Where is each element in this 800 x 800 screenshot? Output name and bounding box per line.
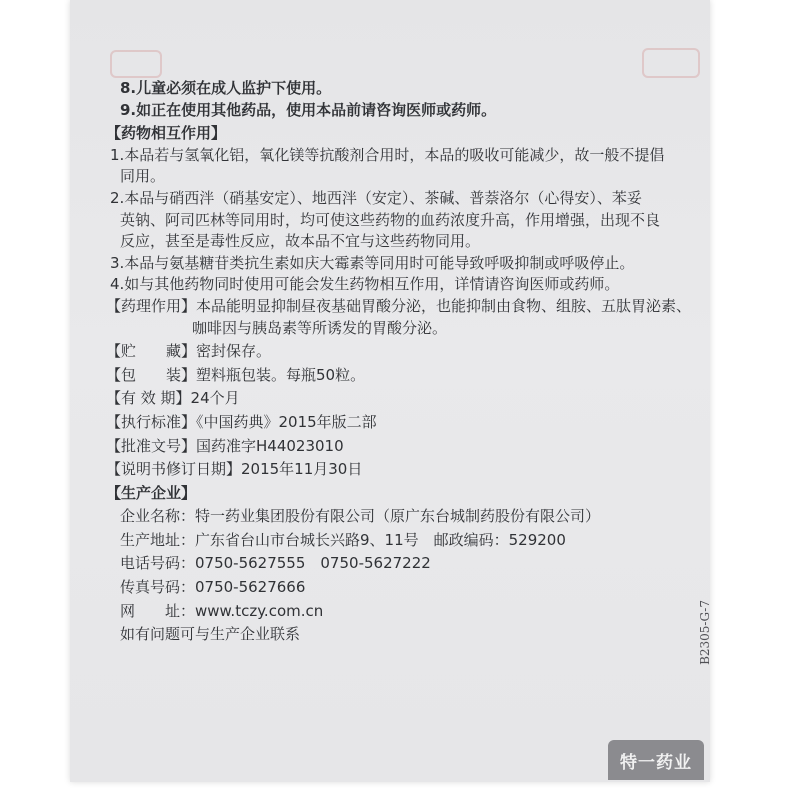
manufacturer-name: 企业名称：特一药业集团股份有限公司（原广东台城制药股份有限公司）: [120, 507, 601, 526]
interaction-1-cont: 同用。: [120, 167, 166, 186]
section-interactions-header: 【药物相互作用】: [106, 124, 227, 143]
section-validity: 【有 效 期】24个月: [106, 389, 240, 408]
interaction-3: 3.本品与氨基糖苷类抗生素如庆大霉素等同用时可能导致呼吸抑制或呼吸停止。: [110, 253, 635, 272]
section-revision-date: 【说明书修订日期】2015年11月30日: [106, 460, 363, 479]
section-standard: 【执行标准】《中国药典》2015年版二部: [106, 412, 377, 431]
section-approval: 【批准文号】国药准字H44023010: [106, 436, 344, 455]
section-package: 【包 装】塑料瓶包装。每瓶50粒。: [106, 365, 366, 384]
interaction-2-cont-1: 英钠、阿司匹林等同用时，均可使这些药物的血药浓度升高，作用增强，出现不良: [120, 210, 661, 229]
leaflet-text: [92, 78, 696, 646]
manufacturer-phone: 电话号码：0750-5627555 0750-5627222: [120, 554, 431, 573]
brand-logo: 特一药业: [608, 740, 704, 780]
interaction-4: 4.如与其他药物同时使用可能会发生药物相互作用，详情请咨询医师或药师。: [110, 275, 620, 294]
contact-note: 如有问题可与生产企业联系: [120, 625, 301, 644]
manufacturer-website: 网 址：www.tczy.com.cn: [120, 601, 324, 620]
section-pharmacology: 【药理作用】本品能明显抑制昼夜基础胃酸分泌，也能抑制由食物、组胺、五肽胃泌素、: [106, 296, 692, 315]
precaution-9: 9.如正在使用其他药品，使用本品前请咨询医师或药师。: [120, 100, 497, 119]
interaction-2-cont-2: 反应，甚至是毒性反应，故本品不宜与这些药物同用。: [120, 232, 481, 251]
stamp-mark-left: [110, 50, 162, 78]
section-pharmacology-cont: 咖啡因与胰岛素等所诱发的胃酸分泌。: [192, 318, 448, 337]
section-storage: 【贮 藏】密封保存。: [106, 342, 272, 361]
section-manufacturer-header: 【生产企业】: [106, 483, 197, 502]
interaction-1: 1.本品若与氢氧化铝，氧化镁等抗酸剂合用时，本品的吸收可能减少，故一般不提倡: [110, 145, 665, 164]
document-code: B2305-G-7: [698, 600, 712, 665]
precaution-8: 8.儿童必须在成人监护下使用。: [120, 79, 332, 97]
interaction-2: 2.本品与硝西泮（硝基安定）、地西泮（安定）、茶碱、普萘洛尔（心得安）、苯妥: [110, 188, 642, 207]
manufacturer-address: 生产地址：广东省台山市台城长兴路9、11号 邮政编码：529200: [120, 530, 566, 549]
manufacturer-fax: 传真号码：0750-5627666: [120, 578, 306, 597]
leaflet-sheet: [70, 0, 710, 782]
stamp-mark-right: [642, 48, 700, 78]
